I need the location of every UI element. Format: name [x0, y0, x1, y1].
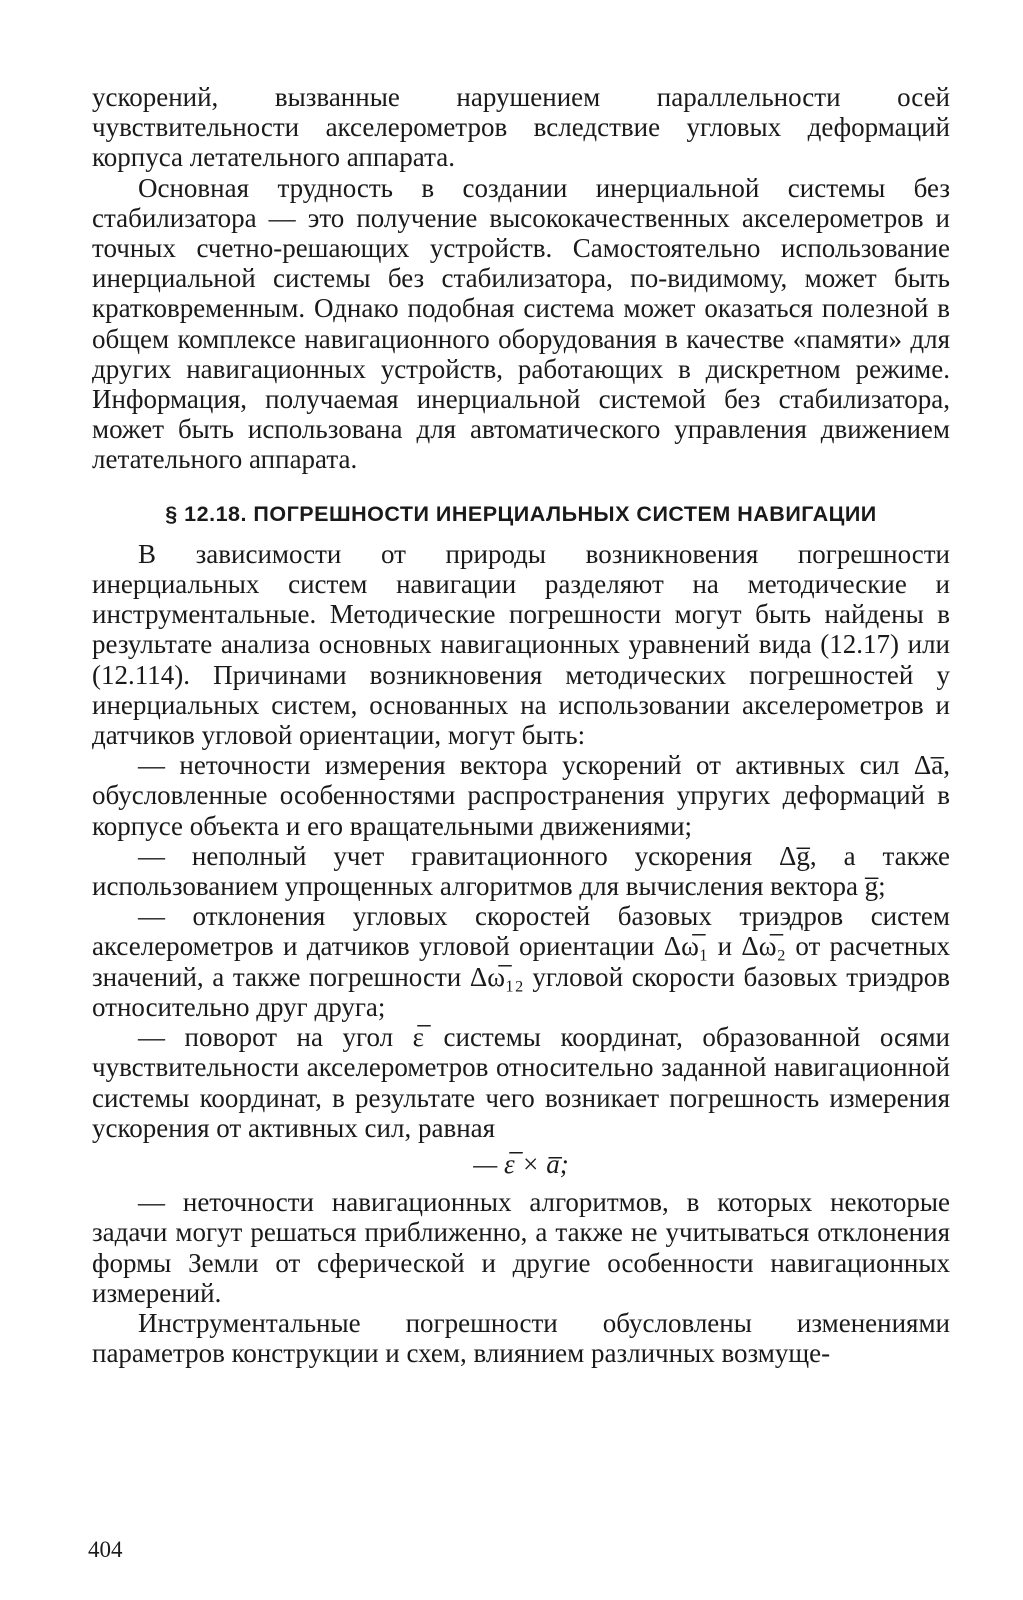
paragraph-continuation: ускорений, вызванные нарушением параллельности осей чувствительности акселерометров вследствие угловых деформаций корпуса летательного аппарата.	[92, 82, 950, 173]
list-item-acceleration: — неточности измерения вектора ускорений от активных сил Δa̅, обусловленные особенностями распространения упругих деформаций в корпусе объекта и его вращательными движениями;	[92, 750, 950, 841]
list-item-rotation: — поворот на угол ε̅ системы координат, образованной осями чувствительности акселерометров относительно заданной навигационной системы координат, в результате чего возникает погрешность измерения ускорения от активных сил, равная	[92, 1022, 950, 1143]
formula: — ε̅ × a̅;	[473, 1148, 569, 1179]
paragraph-errors-intro: В зависимости от природы возникновения погрешности инерциальных систем навигации разделяют на методические и инструментальные. Методические погрешности могут быть найдены в результате анализа основных навигационных уравнений вида (12.17) или (12.114). Причинами возникновения методических погрешностей у инерциальных систем, основанных на использовании акселерометров и датчиков угловой ориентации, могут быть:	[92, 538, 950, 751]
list-item-gravity: — неполный учет гравитационного ускорения Δg̅, а также использованием упрощенных алгоритмов для вычисления вектора g̅;	[92, 840, 950, 902]
list-item-algorithms: — неточности навигационных алгоритмов, в которых некоторые задачи могут решаться приближенно, а также не учитываться отклонения формы Земли от сферической и другие особенности навигационных измерений.	[92, 1187, 950, 1308]
section-heading: § 12.18. ПОГРЕШНОСТИ ИНЕРЦИАЛЬНЫХ СИСТЕМ НАВИГАЦИИ	[165, 501, 877, 526]
paragraph-instrumental: Инструментальные погрешности обусловлены изменениями параметров конструкции и схем, влиянием различных возмуще-	[92, 1307, 950, 1369]
page-number: 404	[88, 1537, 123, 1562]
page-body	[92, 82, 950, 1368]
list-item-angular-velocity: — отклонения угловых скоростей базовых триэдров систем акселерометров и датчиков угловой ориентации Δω̅₁ и Δω̅₂ от расчетных значений, а также погрешности Δω̅₁₂ угловой скорости базовых триэдров относительно друг друга;	[92, 901, 950, 1022]
paragraph-difficulty: Основная трудность в создании инерциальной системы без стабилизатора — это получение высококачественных акселерометров и точных счетно-решающих устройств. Самостоятельно использование инерциальной системы без стабилизатора, по-видимому, может быть кратковременным. Однако подобная система может оказаться полезной в общем комплексе навигационного оборудования в качестве «памяти» для других навигационных устройств, работающих в дискретном режиме. Информация, получаемая инерциальной системой без стабилизатора, может быть использована для автоматического управления движением летательного аппарата.	[92, 172, 950, 475]
